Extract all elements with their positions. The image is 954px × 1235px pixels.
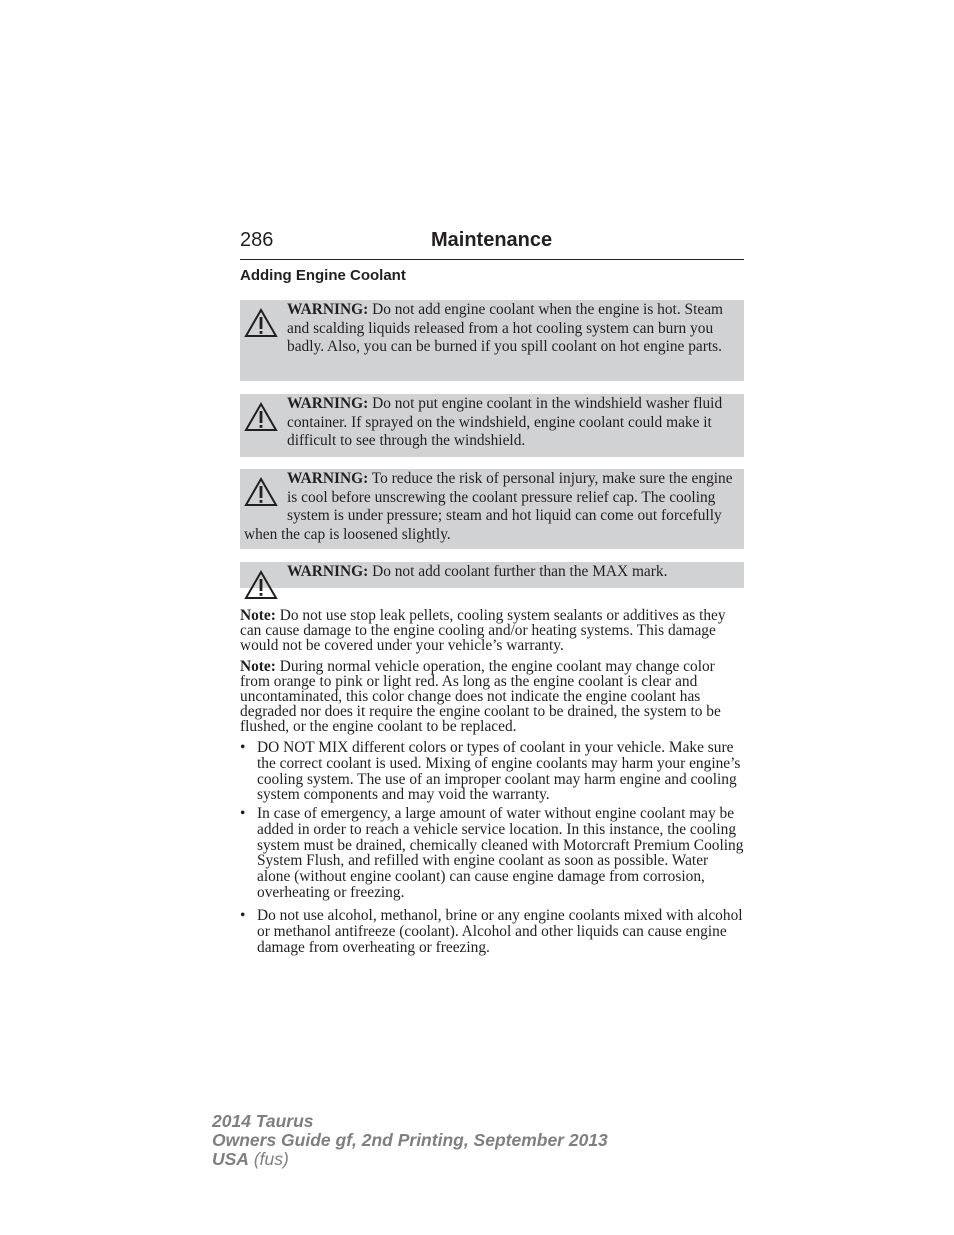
warning-text: Do not add engine coolant when the engine is hot. Steam and scalding liquids released from a hot cooling system can burn you badly. Also, you can be burned if you spill coolant on hot engine parts. [287,301,723,355]
list-item-text: Do not use alcohol, methanol, brine or any engine coolants mixed with alcohol or methanol antifreeze (coolant). Alcohol and other liquids can cause engine damage from overheating or freezing. [257,907,743,956]
list-item-text: In case of emergency, a large amount of water without engine coolant may be added in order to reach a vehicle service location. In this instance, the cooling system must be drained, chemically cleaned with Motorcraft Premium Cooling System Flush, and refilled with engine coolant as soon as possible. Water alone (without engine coolant) can cause engine damage from corrosion, overheating or freezing. [257,805,744,901]
page-footer [212,1112,608,1169]
page-header [240,228,744,260]
bullet-glyph: • [240,739,246,756]
footer-model: 2014 Taurus [212,1111,314,1131]
note-paragraph [240,659,744,734]
note-paragraph [240,608,744,653]
warning-triangle-icon [244,307,278,339]
list-item [240,908,744,955]
footer-edition: Owners Guide gf, 2nd Printing, September 2013 [212,1130,608,1150]
note-text: During normal vehicle operation, the engine coolant may change color from orange to pink or light red. As long as the engine coolant is clear and uncontaminated, this color change does not indicate the engine coolant has degraded nor does it require the engine coolant to be drained, the system to be flushed, or the engine coolant to be replaced. [240,658,721,735]
warning-box-hot-engine [240,300,744,381]
warning-box-max-mark [240,562,744,588]
footer-region-code: (fus) [248,1149,289,1169]
warning-triangle-icon [244,401,278,433]
warning-lead: WARNING: [287,563,369,580]
warning-triangle-icon [244,476,278,508]
warning-lead: WARNING: [287,470,369,487]
section-heading: Adding Engine Coolant [240,267,406,284]
page-title: Maintenance [431,229,553,251]
bullet-glyph: • [240,805,246,822]
warning-triangle-icon [244,569,278,601]
list-item [240,740,744,803]
warning-text: Do not add coolant further than the MAX mark. [368,563,668,580]
warning-text: To reduce the risk of personal injury, make sure the engine is cool before unscrewing the coolant pressure relief cap. The cooling system is under pressure; steam and hot liquid can come out forcefully when the cap is loosened slightly. [244,470,733,543]
warning-text: Do not put engine coolant in the windshield washer fluid container. If sprayed on the windshield, engine coolant could make it difficult to see through the windshield. [287,395,723,449]
page-number: 286 [240,229,274,251]
note-text: Do not use stop leak pellets, cooling system sealants or additives as they can cause damage to the engine cooling and/or heating systems. This damage would not be covered under your vehicle’s warranty. [240,607,726,654]
footer-market [212,1150,608,1169]
footer-country: USA [212,1149,249,1169]
note-lead: Note: [240,658,276,675]
bullet-glyph: • [240,907,246,924]
warning-box-pressure-cap [240,469,744,549]
note-lead: Note: [240,607,276,624]
warning-lead: WARNING: [287,301,369,318]
list-item-text: DO NOT MIX different colors or types of coolant in your vehicle. Make sure the correct coolant is used. Mixing of engine coolants may harm your engine’s cooling system. The use of an improper coolant may harm engine and cooling system components and may void the warranty. [257,739,741,804]
warning-box-washer-fluid [240,394,744,457]
warning-lead: WARNING: [287,395,369,412]
list-item [240,806,744,901]
